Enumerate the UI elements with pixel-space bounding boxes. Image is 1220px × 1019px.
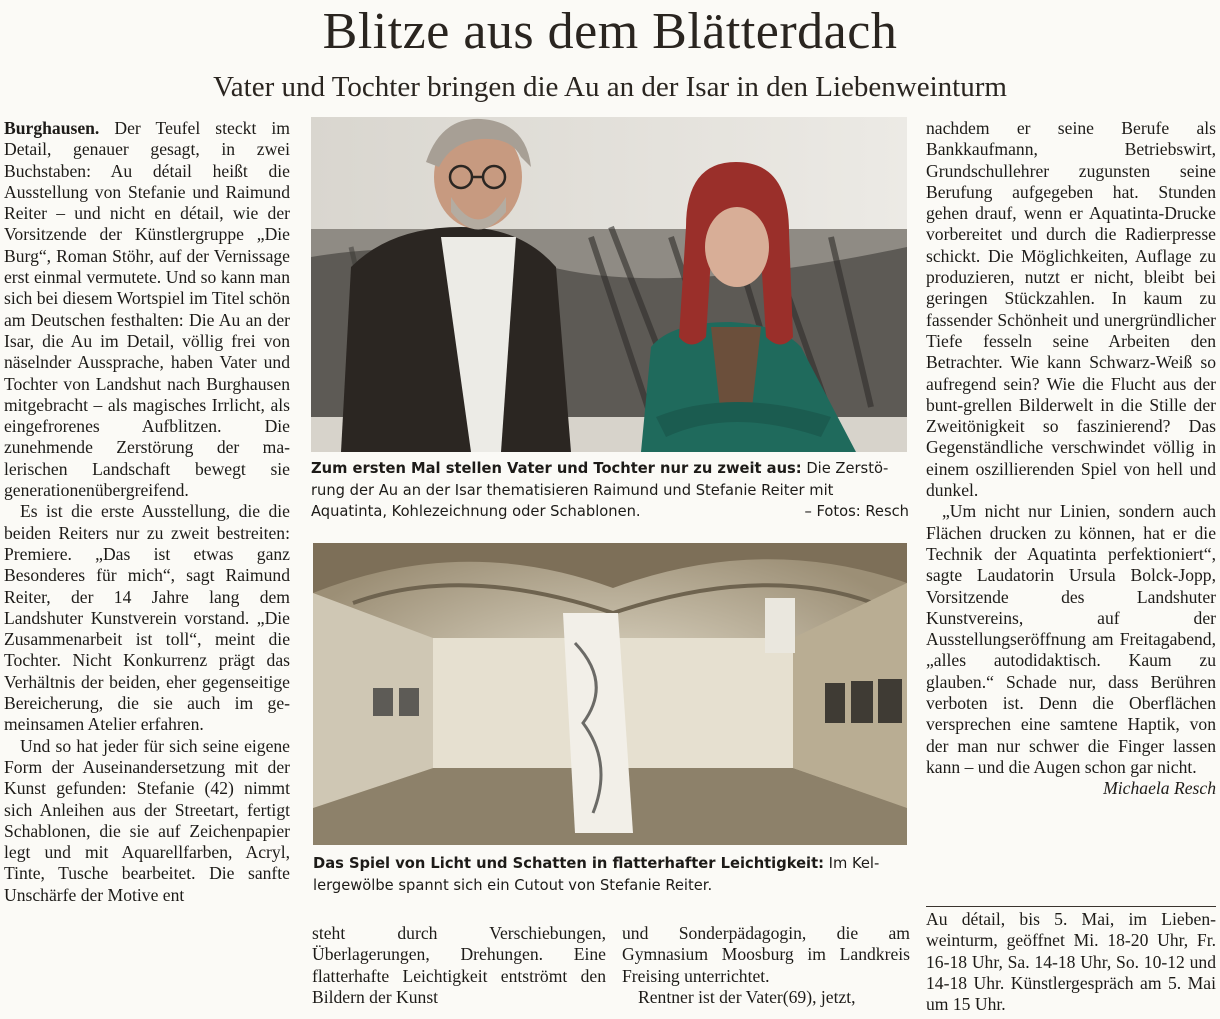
author-name: Michaela Resch <box>1103 778 1216 799</box>
paragraph-2: Es ist die erste Ausstellung, die die beiden Reiters nur zu zweit bestreiten: Premiere. „Das ist etwas ganz Besonderes für mich“, sagt Raimund Reiter, der 14 Jahre lang dem Landshuter Kunstverein vorstand. „Die Zusammenarbeit ist toll“, meint die Tochter. Nicht Konkurrenz prägt das Verhältnis der beiden, eher gegenseitige Bereicherung, die sie auch im gemeinsamen Atelier erfahren. <box>4 501 290 735</box>
caption-2-text: Im Kellergewölbe spannt sich ein Cutout von Stefanie Reiter. <box>313 855 880 894</box>
paragraph-4: Rentner ist der Vater(69), jetzt, <box>638 986 856 1007</box>
paragraph-5: nachdem er seine Berufe als Bankkaufmann, Betriebswirt, Grundschullehrer zugunsten seine Berufung aufgegeben hat. Stunden gehen drauf, wenn er Aquatinta-Drucke vorbereitet und durch die Radierpresse schickt. Die Möglichkeiten, Auflage zu produzieren, nutzt er nicht, bleibt bei geringen Stückzahlen. In kaum zu fassender Schönheit und unergründlicher Tiefe fesseln seine Arbeiten den Betrachter. Wie kann Schwarz-Weiß so aufregend sein? Wie die Flucht aus der bunt-grellen Bilderwelt in die Stille der Zweitönigkeit so faszinierend? Das Gegenständliche verschwindet völlig in einem oszillierenden Spiel von hell und dunkel. <box>926 118 1216 501</box>
paragraph-3: Und so hat jeder für sich seine eigene Form der Auseinandersetzung mit der Kunst gefunden: Stefanie (42) nimmt sich Anleihen aus der Streetart, fertigt Schablonen, die sie auf Zeichenpapier legt und mit Aquarellfarben, Acryl, Tinte, Tusche bearbeitet. Die sanfte Unschärfe der Motive ent <box>4 735 290 905</box>
paragraph-6-text: „Um nicht nur Linien, sondern auch Flächen drucken zu können, hat er die Technik der Aquatinta perfektioniert“, sagte Laudatorin Ursula Bolck-Jopp, Vorsitzende des Landshuter Kunstvereins, auf der Ausstellungseröffnung am Freitagabend, „alles autodidaktisch. Kaum zu glauben.“ Schade nur, dass Berühren verboten ist. Denn die Oberflächen versprechen eine samtene Haptik, von der man nur schwer die Finger lassen kann – und die Augen schon gar nicht. <box>926 501 1216 777</box>
photo-credit: – Fotos: Resch <box>804 503 909 520</box>
paragraph-intro <box>4 118 290 501</box>
article-column-2 <box>312 923 606 1008</box>
article-column-4 <box>926 118 1216 800</box>
paragraph-continued: steht durch Verschiebungen, Überlagerungen, Drehungen. Eine flatterhafte Leichtigkeit entströmt den Bildern der Kunst <box>312 923 606 1007</box>
portrait-illustration <box>311 117 907 452</box>
paragraph-6 <box>926 501 1216 799</box>
cellar-illustration <box>313 543 907 845</box>
caption-1-text: Die Zerstörung der Au an der Isar thematisieren Raimund und Stefanie Reiter mit Aquatinta, Kohlezeichnung oder Schablonen. <box>311 460 889 520</box>
paragraph-continued-2: und Sonderpädagogin, die am Gymnasium Moosburg im Landkreis Freising unterrichtet. <box>622 923 910 986</box>
article-column-3 <box>622 923 910 1008</box>
caption-1-bold: Zum ersten Mal stellen Vater und Tochter nur zu zweit aus: <box>311 460 802 477</box>
subheadline: Vater und Tochter bringen die Au an der Isar in den Liebenweinturm <box>213 71 1007 103</box>
paragraph-intro-text: Der Teufel steckt im Detail, genauer gesagt, in zwei Buchstaben: Au détail heißt die Ausstellung von Stefanie und Raimund Reiter – und nicht en détail, wie der Vorsitzende der Künstlergruppe „Die Burg“, Roman Stöhr, auf der Vernissage erst einmal vermutete. Und so kann man sich bei diesem Wortspiel im Titel schön am Deutschen festhalten: Die Au an der Isar, die Au im Detail, völlig frei von näselnder Aussprache, haben Vater und Tochter von Landshut nach Burghausen mitgebracht – als magisches Irrlicht, als eingefrorenes Aufblitzen. Die zunehmende Zerstörung der malerischen Landschaft bewegt sie generationenübergreifend. <box>4 118 290 501</box>
caption-2-bold: Das Spiel von Licht und Schatten in flatterhafter Leichtigkeit: <box>313 855 824 872</box>
photo-artists-portrait <box>311 117 907 452</box>
photo-caption-2 <box>313 853 911 896</box>
headline: Blitze aus dem Blätterdach <box>322 3 898 60</box>
photo-caption-1 <box>311 458 909 523</box>
photo-exhibition-cellar <box>313 543 907 845</box>
exhibition-info-box: Au détail, bis 5. Mai, im Liebenweinturm, geöffnet Mi. 18-20 Uhr, Fr. 16-18 Uhr, Sa. 14-18 Uhr, So. 10-12 und 14-18 Uhr. Künstlergespräch am 5. Mai um 15 Uhr. <box>926 906 1216 1015</box>
article-column-1 <box>4 118 290 906</box>
dateline: Burghausen. <box>4 118 100 138</box>
